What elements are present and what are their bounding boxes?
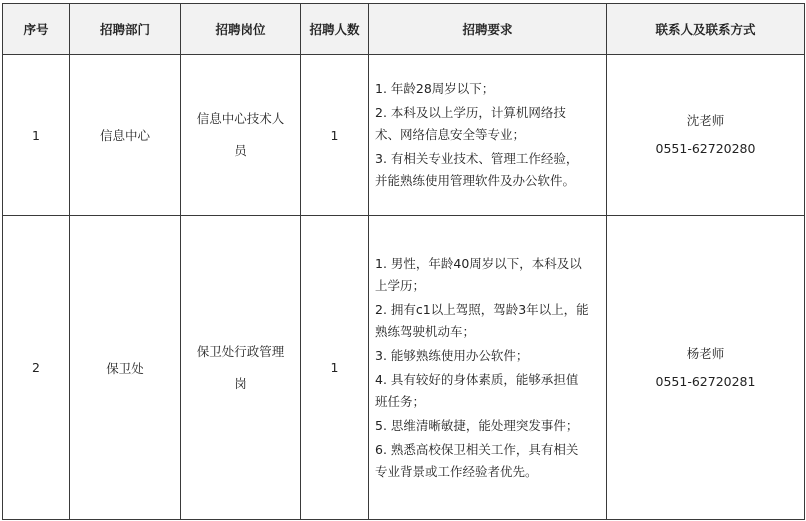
requirement-line: 上学历； xyxy=(375,277,426,293)
requirement-line: 5. 思维清晰敏捷，能处理突发事件； xyxy=(375,417,579,433)
contact-name: 沈老师 xyxy=(686,113,725,128)
cell-department: 信息中心 xyxy=(70,55,181,216)
cell-contact xyxy=(607,216,805,520)
contact-phone: 0551-62720281 xyxy=(655,373,756,389)
header-index: 序号 xyxy=(3,4,70,55)
requirement-line: 熟练驾驶机动车； xyxy=(375,323,476,339)
header-contact: 联系人及联系方式 xyxy=(607,4,805,55)
requirement-line: 并能熟练使用管理软件及办公软件。 xyxy=(375,173,576,188)
requirement-line: 3. 有相关专业技术、管理工作经验， xyxy=(375,151,579,166)
requirement-line: 4. 具有较好的身体素质，能够承担值 xyxy=(375,371,579,387)
contact-phone: 0551-62720280 xyxy=(655,141,756,156)
requirement-line: 6. 熟悉高校保卫相关工作，具有相关 xyxy=(375,441,579,457)
position-line: 员 xyxy=(234,143,247,158)
position-line: 岗 xyxy=(234,375,247,391)
cell-position xyxy=(181,216,301,520)
recruitment-table xyxy=(2,3,805,520)
cell-department: 保卫处 xyxy=(70,216,181,520)
requirement-line: 2. 本科及以上学历，计算机网络技 xyxy=(375,105,566,120)
requirement-line: 3. 能够熟练使用办公软件； xyxy=(375,347,529,363)
requirement-line: 班任务； xyxy=(375,393,426,409)
requirement-line: 1. 男性，年龄40周岁以下，本科及以 xyxy=(375,255,582,271)
header-department: 招聘部门 xyxy=(70,4,181,55)
requirement-line: 专业背景或工作经验者优先。 xyxy=(375,463,538,479)
header-row xyxy=(3,4,805,55)
position-line: 信息中心技术人 xyxy=(196,111,285,126)
cell-position xyxy=(181,55,301,216)
header-requirements: 招聘要求 xyxy=(369,4,607,55)
cell-requirements xyxy=(369,216,607,520)
cell-index: 2 xyxy=(3,216,70,520)
cell-index: 1 xyxy=(3,55,70,216)
contact-name: 杨老师 xyxy=(686,345,725,361)
cell-count: 1 xyxy=(301,216,369,520)
cell-requirements xyxy=(369,55,607,216)
table-row xyxy=(3,55,805,216)
header-position: 招聘岗位 xyxy=(181,4,301,55)
requirement-line: 1. 年龄28周岁以下； xyxy=(375,81,495,96)
cell-contact xyxy=(607,55,805,216)
requirement-line: 术、网络信息安全等专业； xyxy=(375,127,526,142)
requirement-line: 2. 拥有c1以上驾照，驾龄3年以上，能 xyxy=(375,301,589,317)
table-row xyxy=(3,216,805,520)
position-line: 保卫处行政管理 xyxy=(196,343,285,359)
cell-count: 1 xyxy=(301,55,369,216)
header-count: 招聘人数 xyxy=(301,4,369,55)
